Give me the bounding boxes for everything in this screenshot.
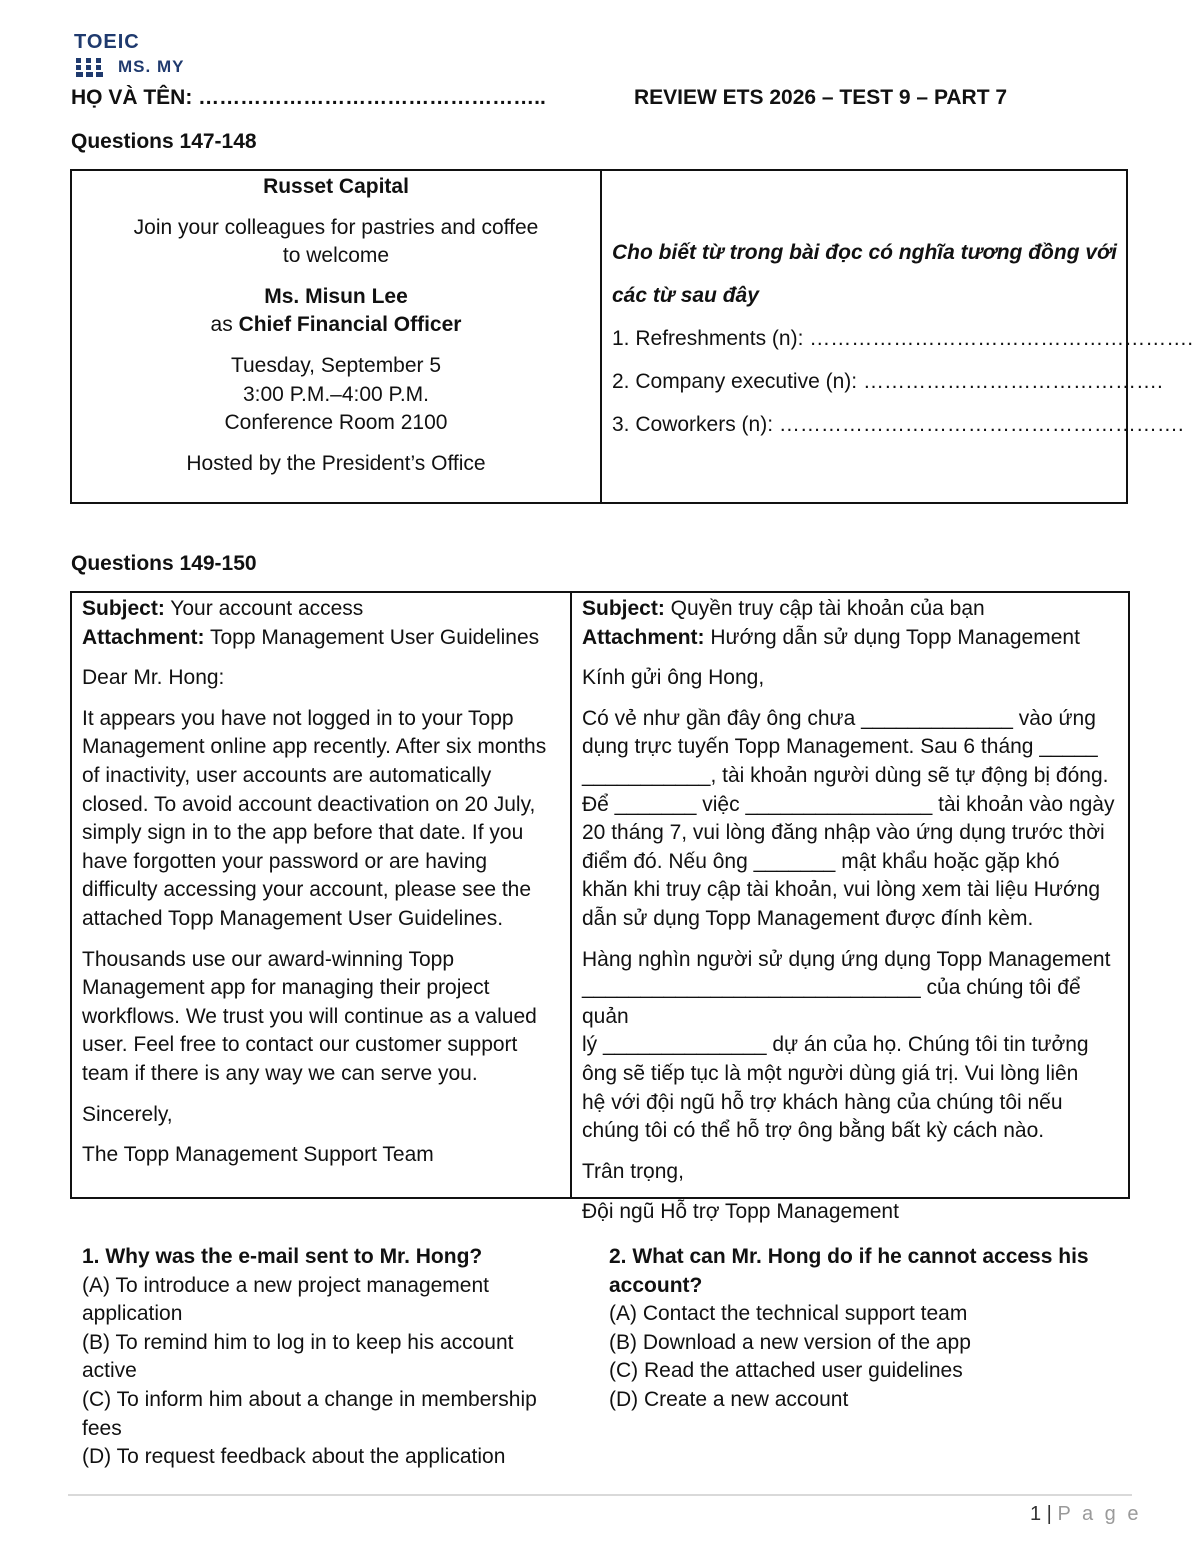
email-vi-p2-line: hệ với đội ngũ hỗ trợ khách hàng của chúng tôi nếu	[582, 1090, 1063, 1114]
flyer-room: Conference Room 2100	[224, 411, 448, 435]
question-2-option-d: (D) Create a new account	[609, 1387, 849, 1411]
question-2-option-b: (B) Download a new version of the app	[609, 1330, 971, 1354]
vocab-instruction-line2: các từ sau đây	[612, 284, 759, 307]
question-2-option-a: (A) Contact the technical support team	[609, 1302, 968, 1326]
flyer-invite-line2: to welcome	[282, 244, 390, 268]
page-footer	[1030, 1500, 1141, 1529]
question-2-option-c: (C) Read the attached user guidelines	[609, 1359, 963, 1383]
question-1-stem: 1. Why was the e-mail sent to Mr. Hong?	[82, 1245, 483, 1268]
flyer-role: Chief Financial Officer	[238, 313, 462, 337]
email-en-paragraph1: It appears you have not logged in to your Topp Management online app recently. After six months of inactivity, user accounts are automatically closed. To avoid account deactivation on 20 July, simply sign in to the app before that date. If you have forgotten your password or are having difficulty accessing your account, please see the attached Topp Management User Guidelines.	[82, 706, 547, 930]
email-vi-subject-line	[582, 595, 1122, 624]
box2-divider	[570, 593, 572, 1197]
section2-heading: Questions 149-150	[71, 552, 257, 575]
email-vi-p2-line: _____________________________ của chúng tôi để quản	[582, 976, 1081, 1028]
email-english	[82, 595, 562, 1170]
flyer-role-prefix: as	[210, 313, 239, 337]
flyer-guest-role-line	[72, 311, 600, 340]
email-vi-p1-line: điểm đó. Nếu ông _______ mật khẩu hoặc gặp khó	[582, 849, 1060, 873]
email-en-greeting: Dear Mr. Hong:	[82, 666, 225, 690]
section1-box	[70, 169, 1194, 504]
page-label: P a g e	[1057, 1503, 1142, 1525]
vocab-item-company-executive: 2. Company executive (n): …………………………………….	[612, 370, 1163, 393]
vocab-item-coworkers: 3. Coworkers (n): ………………………………………………….	[612, 413, 1184, 436]
logo-dots-icon	[76, 58, 112, 76]
question-1-option-a: (A) To introduce a new project management application	[82, 1273, 489, 1326]
question-1-option-b: (B) To remind him to log in to keep his account active	[82, 1330, 514, 1383]
flyer-invite-line1: Join your colleagues for pastries and coffee	[133, 215, 539, 239]
email-vi-subject: Quyền truy cập tài khoản của bạn	[664, 597, 985, 620]
email-vi-closing: Trân trọng,	[582, 1159, 684, 1183]
email-vi-paragraph1	[582, 705, 1122, 934]
question-1-option-d: (D) To request feedback about the application	[82, 1445, 506, 1469]
email-en-attachment-line	[82, 624, 562, 653]
email-en-closing: Sincerely,	[82, 1102, 173, 1126]
email-vi-p1-line: Để _______ việc ________________ tài khoản vào ngày	[582, 792, 1115, 816]
email-vi-p2-line: lý ______________ dự án của họ. Chúng tôi tin tưởng	[582, 1033, 1089, 1057]
vocab-instruction	[612, 231, 1124, 317]
email-vi-attachment: Hướng dẫn sử dụng Topp Management	[704, 625, 1080, 649]
question-1-option-c: (C) To inform him about a change in membership fees	[82, 1387, 537, 1440]
email-vi-p1-line: khăn khi truy cập tài khoản, vui lòng xem tài liệu Hướng	[582, 878, 1101, 902]
flyer-date: Tuesday, September 5	[230, 353, 442, 377]
email-vietnamese	[582, 595, 1122, 1227]
flyer-company: Russet Capital	[263, 175, 409, 198]
email-vi-attachment-label: Attachment:	[582, 625, 705, 649]
vocab-instruction-line1: Cho biết từ trong bài đọc có nghĩa tương đồng với	[612, 241, 1117, 264]
email-vi-p2-line: ông sẽ tiếp tục là một người dùng giá trị. Vui lòng liên	[582, 1061, 1079, 1085]
email-en-signature: The Topp Management Support Team	[82, 1143, 434, 1167]
flyer-host: Hosted by the President’s Office	[186, 451, 486, 475]
footer-separator: |	[1041, 1503, 1058, 1525]
email-vi-p2-line: chúng tôi có thể hỗ trợ ông bằng bất kỳ cách nào.	[582, 1119, 1045, 1143]
email-en-attachment: Topp Management User Guidelines	[204, 625, 540, 649]
email-vi-subject-label: Subject:	[582, 597, 665, 620]
email-vi-p1-line: dẫn sử dụng Topp Management được đính kèm.	[582, 906, 1034, 930]
email-vi-attachment-line	[582, 624, 1122, 653]
section2-box	[70, 591, 1130, 1224]
email-en-attachment-label: Attachment:	[82, 625, 205, 649]
logo-msmy-text: MS. MY	[118, 57, 185, 76]
email-vi-signature: Đội ngũ Hỗ trợ Topp Management	[582, 1200, 899, 1224]
flyer-time: 3:00 P.M.–4:00 P.M.	[242, 382, 430, 406]
logo	[74, 30, 214, 80]
page-title: REVIEW ETS 2026 – TEST 9 – PART 7	[634, 86, 1008, 109]
email-vi-p1-line: ___________, tài khoản người dùng sẽ tự động bị đóng.	[582, 763, 1109, 787]
email-en-subject-label: Subject:	[82, 597, 165, 620]
flyer-guest-name: Ms. Misun Lee	[264, 284, 408, 308]
logo-toeic-text: TOEIC	[74, 31, 140, 53]
email-en-paragraph2: Thousands use our award-winning Topp Management app for managing their project workflows. We trust you will continue as a valued user. Feel free to contact our customer support team if there is any way we can serve you.	[82, 947, 537, 1085]
footer-divider	[68, 1494, 1132, 1496]
page-number: 1	[1030, 1503, 1042, 1525]
email-en-subject-line	[82, 595, 562, 624]
question-2	[609, 1243, 1099, 1415]
question-1	[82, 1243, 572, 1472]
email-vi-p2-line: Hàng nghìn người sử dụng ứng dụng Topp Management	[582, 947, 1111, 971]
email-vi-greeting: Kính gửi ông Hong,	[582, 666, 765, 690]
email-vi-paragraph2	[582, 946, 1122, 1146]
box1-divider	[600, 171, 602, 502]
vocab-item-refreshments: 1. Refreshments (n): ……………………………………………….	[612, 327, 1194, 350]
event-flyer	[72, 171, 600, 478]
vocab-exercise	[612, 171, 1194, 446]
question-2-stem: 2. What can Mr. Hong do if he cannot access his account?	[609, 1245, 1089, 1297]
section1-heading: Questions 147-148	[71, 130, 257, 153]
email-vi-p1-line: 20 tháng 7, vui lòng đăng nhập vào ứng dụng trước thời	[582, 821, 1105, 845]
email-en-subject: Your account access	[164, 597, 364, 620]
student-name-label: HỌ VÀ TÊN: …………………………………………..	[71, 86, 546, 109]
email-vi-p1-line: dụng trực tuyến Topp Management. Sau 6 tháng _____	[582, 735, 1098, 759]
email-vi-p1-line: Có vẻ như gần đây ông chưa _____________ vào ứng	[582, 706, 1096, 730]
